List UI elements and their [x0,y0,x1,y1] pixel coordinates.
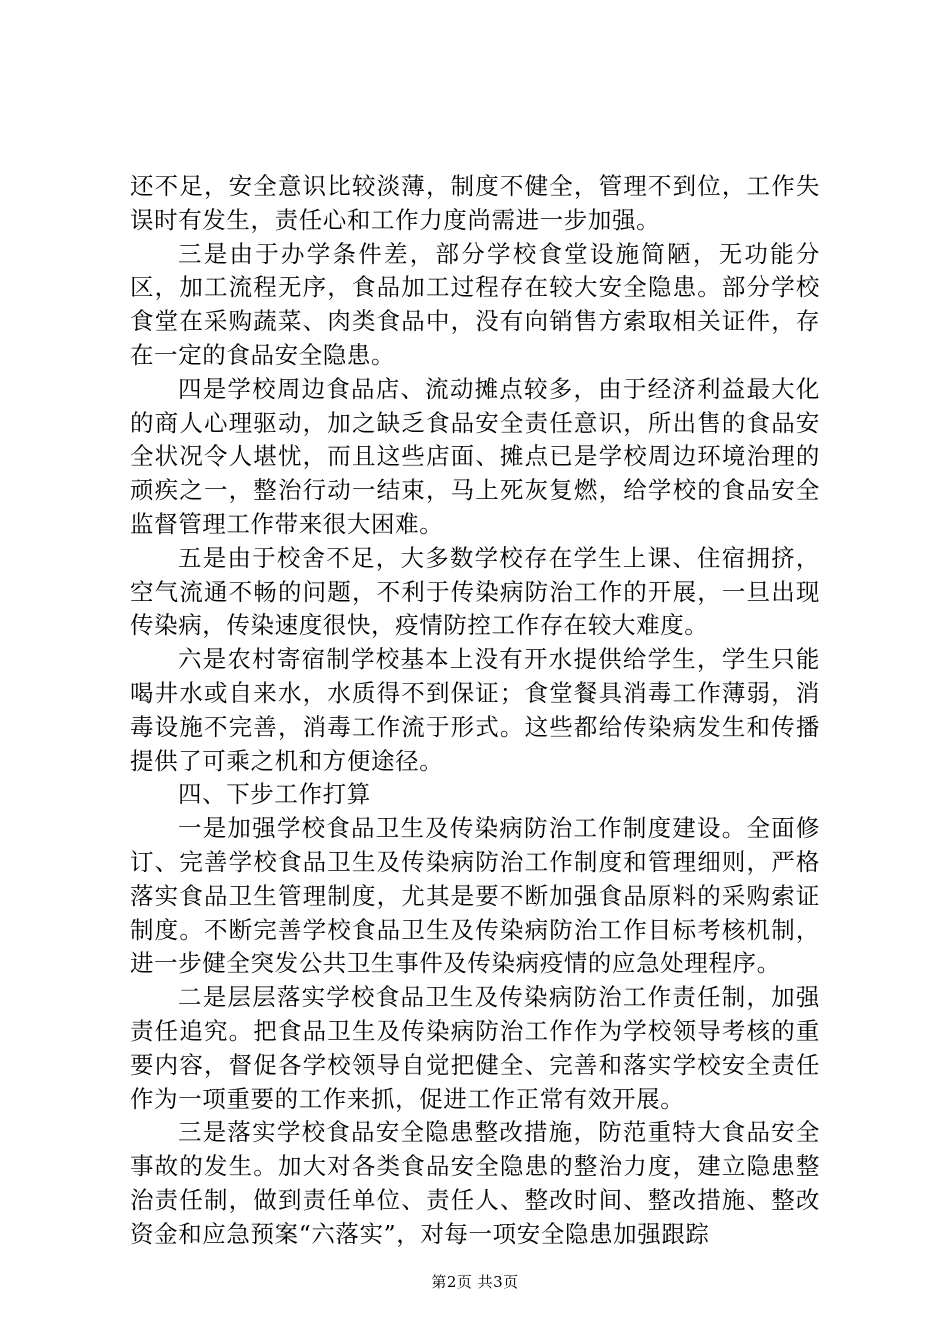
paragraph-8: 三是落实学校食品安全隐患整改措施，防范重特大食品安全事故的发生。加大对各类食品安全隐患的整治力度，建立隐患整治责任制，做到责任单位、责任人、整改时间、整改措施、整改资金和应急预案“六落实”，对每一项安全隐患加强跟踪 [130,1118,820,1248]
section-heading: 四、下步工作打算 [178,780,371,809]
paragraph-7: 二是层层落实学校食品卫生及传染病防治工作责任制，加强责任追究。把食品卫生及传染病防治工作作为学校领导考核的重要内容，督促各学校领导自觉把健全、完善和落实学校安全责任作为一项重要的工作来抓，促进工作正常有效开展。 [130,983,820,1113]
page-number: 第2页 共3页 [431,1273,519,1291]
document-body [130,170,820,1252]
paragraph-5: 六是农村寄宿制学校基本上没有开水提供给学生，学生只能喝井水或自来水，水质得不到保证；食堂餐具消毒工作薄弱，消毒设施不完善，消毒工作流于形式。这些都给传染病发生和传播提供了可乘之机和方便途径。 [130,645,820,775]
paragraph-1: 还不足，安全意识比较淡薄，制度不健全，管理不到位，工作失误时有发生，责任心和工作力度尚需进一步加强。 [130,172,820,234]
paragraph-4: 五是由于校舍不足，大多数学校存在学生上课、住宿拥挤，空气流通不畅的问题，不利于传染病防治工作的开展，一旦出现传染病，传染速度很快，疫情防控工作存在较大难度。 [130,543,820,640]
paragraph-6: 一是加强学校食品卫生及传染病防治工作制度建设。全面修订、完善学校食品卫生及传染病防治工作制度和管理细则，严格落实食品卫生管理制度，尤其是要不断加强食品原料的采购索证制度。不断完善学校食品卫生及传染病防治工作目标考核机制，进一步健全突发公共卫生事件及传染病疫情的应急处理程序。 [130,814,820,978]
paragraph-2: 三是由于办学条件差，部分学校食堂设施简陋，无功能分区，加工流程无序，食品加工过程存在较大安全隐患。部分学校食堂在采购蔬菜、肉类食品中，没有向销售方索取相关证件，存在一定的食品安全隐患。 [130,239,820,369]
page-footer [0,1272,950,1292]
paragraph-3: 四是学校周边食品店、流动摊点较多，由于经济利益最大化的商人心理驱动，加之缺乏食品安全责任意识，所出售的食品安全状况令人堪忧，而且这些店面、摊点已是学校周边环境治理的顽疾之一，整治行动一结束，马上死灰复燃，给学校的食品安全监督管理工作带来很大困难。 [130,374,820,538]
